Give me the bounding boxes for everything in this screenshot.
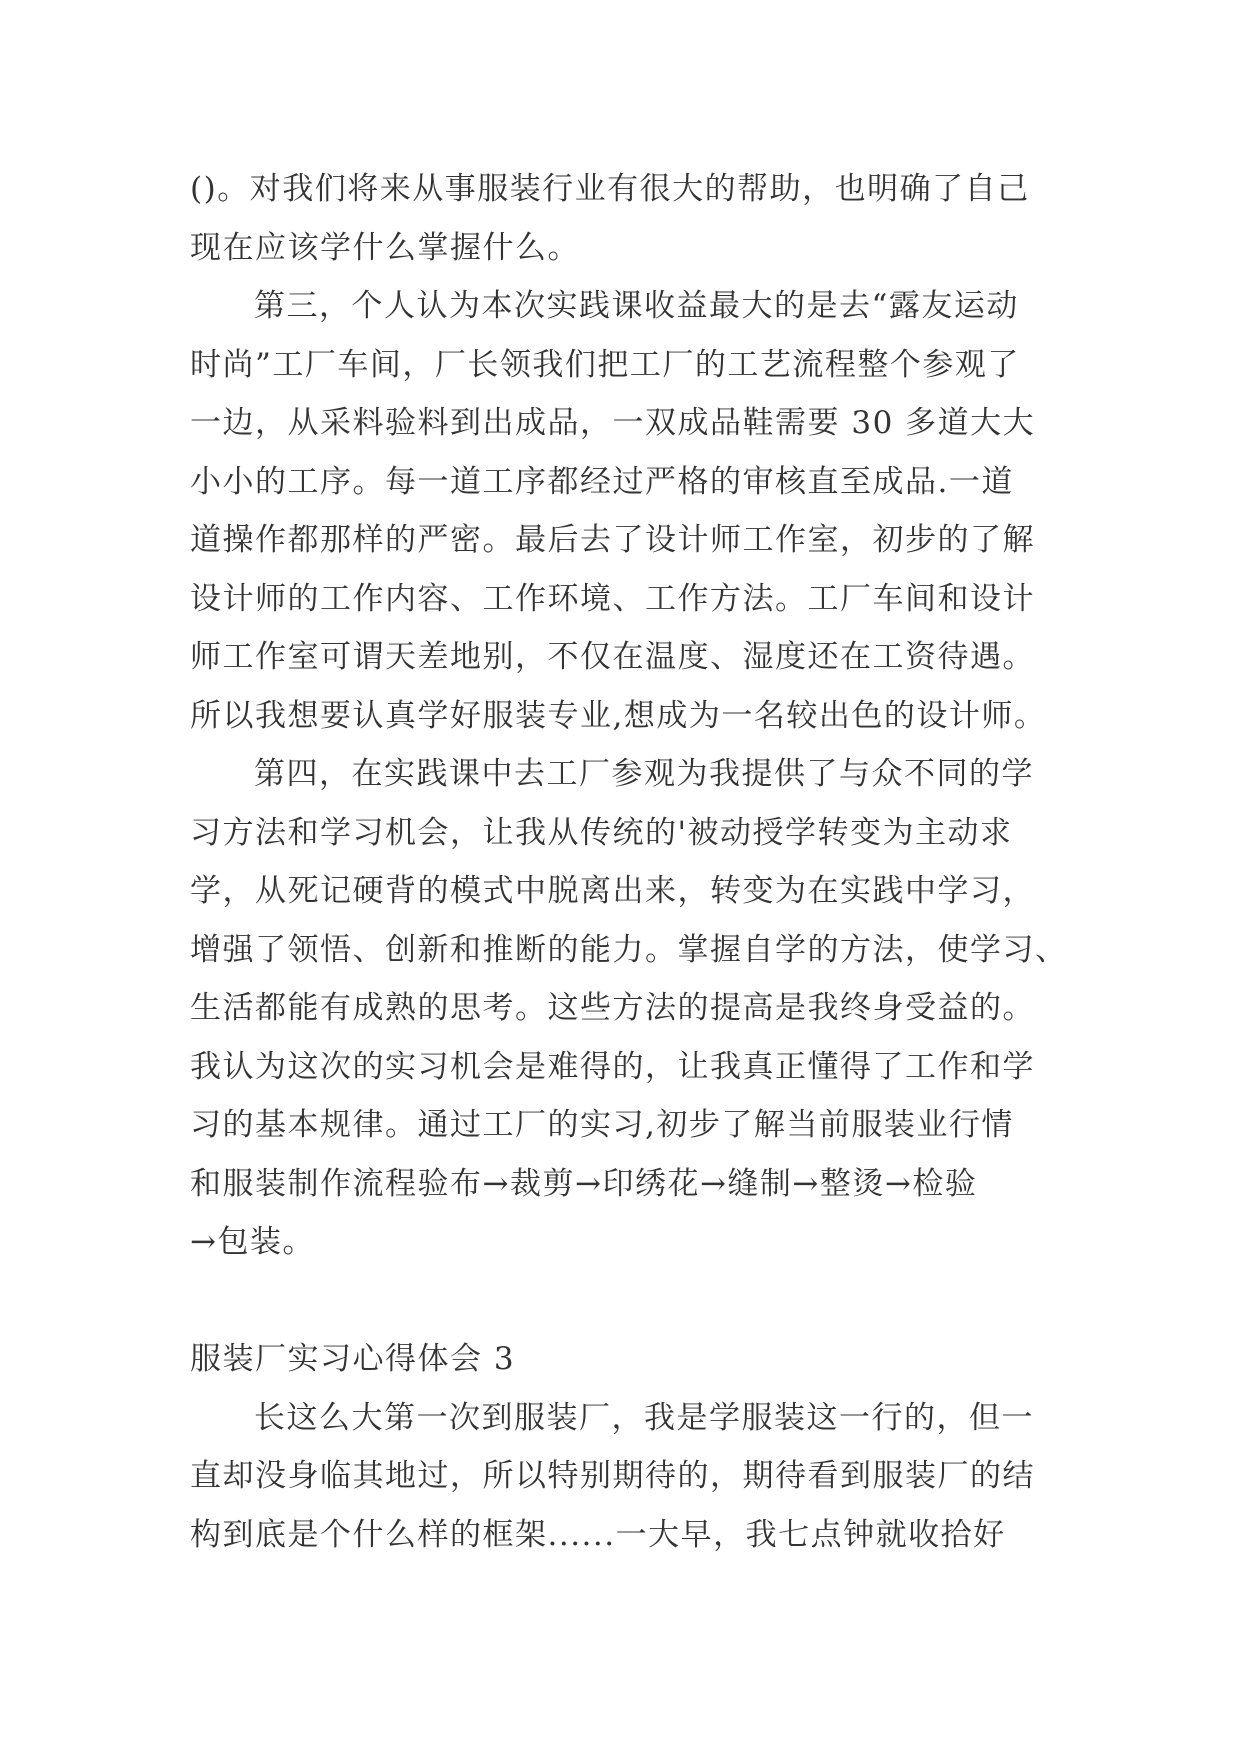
text-line: 道操作都那样的严密。最后去了设计师工作室，初步的了解: [190, 522, 1035, 558]
text-line: 时尚”工厂车间，厂长领我们把工厂的工艺流程整个参观了: [190, 346, 1020, 383]
text-line: 所以我想要认真学好服装专业,想成为一名较出色的设计师。: [190, 697, 1047, 734]
text-line: 习方法和学习机会，让我从传统的'被动授学转变为主动求: [190, 814, 1013, 851]
text-line: 现在应该学什么掌握什么。: [190, 229, 580, 266]
paragraph-first-line: 第四，在实践课中去工厂参观为我提供了与众不同的学: [254, 756, 1034, 792]
text-line: 生活都能有成熟的思考。这些方法的提高是我终身受益的。: [190, 990, 1035, 1026]
text-line: 和服装制作流程验布→裁剪→印绣花→缝制→整烫→检验: [190, 1165, 978, 1202]
spacer: [190, 1272, 1070, 1331]
paragraph-first-line: 长这么大第一次到服装厂，我是学服装这一行的，但一: [254, 1399, 1034, 1436]
document-body: [190, 160, 1070, 1564]
paragraph-first-line: 第三，个人认为本次实践课收益最大的是去“露友运动: [254, 288, 1019, 324]
text-line: 习的基本规律。通过工厂的实习,初步了解当前服装业行情: [190, 1107, 1014, 1143]
text-line: ()。对我们将来从事服装行业有很大的帮助，也明确了自己: [190, 171, 1030, 207]
text-line: 师工作室可谓天差地别，不仅在温度、湿度还在工资待遇。: [190, 639, 1035, 675]
text-line: 一边，从采料验料到出成品，一双成品鞋需要 30 多道大大: [190, 405, 1036, 441]
text-line: 构到底是个什么样的框架......一大早，我七点钟就收拾好: [190, 1516, 1006, 1553]
text-line: 我认为这次的实习机会是难得的，让我真正懂得了工作和学: [190, 1048, 1035, 1085]
text-line: 直却没身临其地过，所以特别期待的，期待看到服装厂的结: [190, 1458, 1035, 1494]
text-line: 小小的工序。每一道工序都经过严格的审核直至成品.一道: [190, 463, 1014, 500]
section-heading: 服装厂实习心得体会 3: [190, 1341, 516, 1377]
text-line: 增强了领悟、创新和推断的能力。掌握自学的方法，使学习、: [190, 931, 1068, 968]
text-line: 设计师的工作内容、工作环境、工作方法。工厂车间和设计: [190, 580, 1035, 617]
text-line: →包装。: [190, 1224, 315, 1260]
text-line: 学，从死记硬背的模式中脱离出来，转变为在实践中学习，: [190, 873, 1035, 909]
